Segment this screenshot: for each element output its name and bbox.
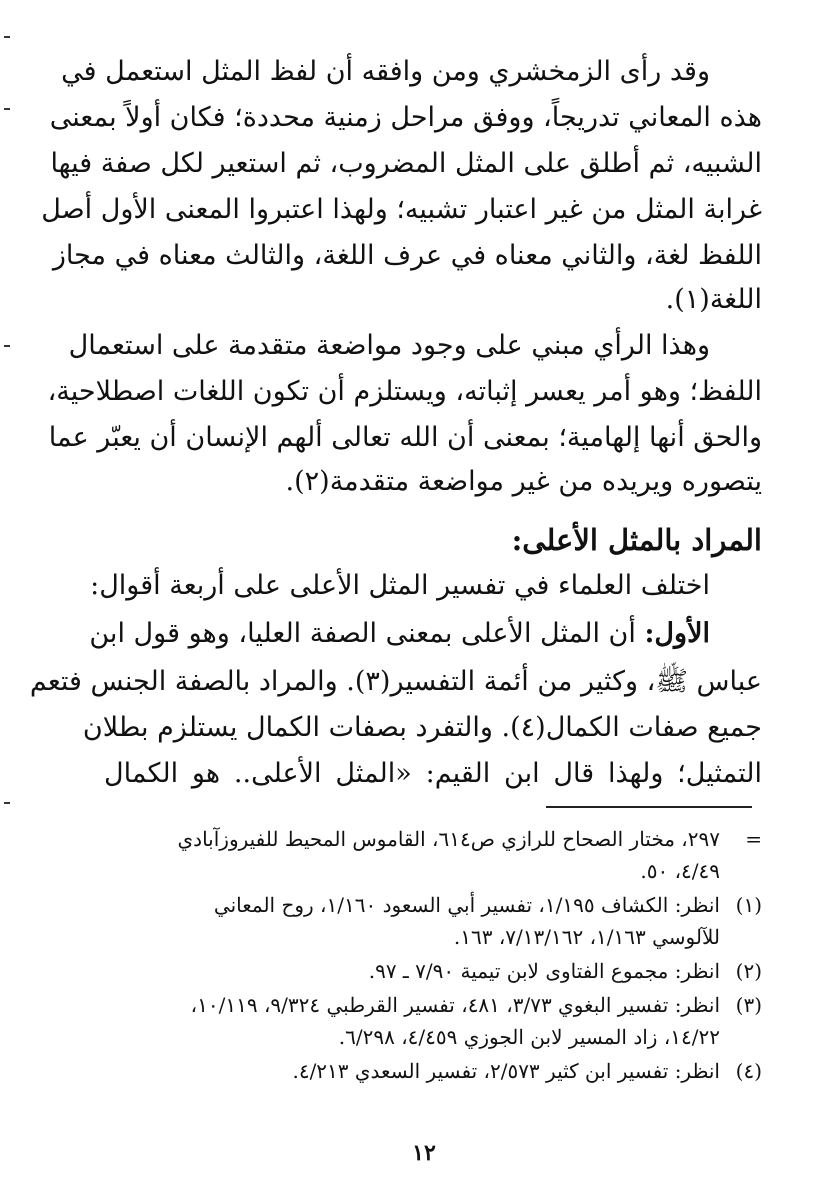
paragraph-1-line: غرابة المثل من غير اعتبار تشبيه؛ ولهذا اعتبروا المعنى الأول أصل xyxy=(41,194,762,225)
paragraph-1-line: وقد رأى الزمخشري ومن وافقه أن لفظ المثل استعمل في xyxy=(61,56,710,87)
footnote-number: (٢) xyxy=(735,959,762,983)
paragraph-2-line: يتصوره ويريده من غير مواضعة متقدمة(٢). xyxy=(285,466,762,497)
paragraph-2-line: وهذا الرأي مبني على وجود مواضعة متقدمة على استعمال xyxy=(68,330,710,361)
paragraph-4-first-line xyxy=(89,614,762,654)
footnote-line xyxy=(104,956,762,986)
footnote-number: (١) xyxy=(735,893,762,917)
footnote-line xyxy=(104,1056,762,1086)
paragraph-1-line: اللفظ لغة، والثاني معناه في عرف اللغة، والثالث معناه في مجاز xyxy=(52,240,762,271)
footnote-separator xyxy=(546,806,752,808)
paragraph-1-line: اللغة(١). xyxy=(665,284,762,315)
footnote-line xyxy=(104,890,762,920)
footnote-text: انظر: تفسير ابن كثير ٢/٥٧٣، تفسير السعدي ٤/٢١٣. xyxy=(292,1059,720,1083)
margin-mark xyxy=(4,802,10,804)
margin-mark xyxy=(4,345,10,347)
paragraph-2-line: والحق أنها إلهامية؛ بمعنى أن الله تعالى ألهم الإنسان أن يعبّر عما xyxy=(48,422,762,453)
footnote-number: (٣) xyxy=(735,993,762,1017)
footnote-line xyxy=(104,824,762,854)
margin-mark xyxy=(4,36,10,38)
paragraph-1-line: الشبيه، ثم أطلق على المثل المضروب، ثم استعير لكل صفة فيها xyxy=(50,148,762,179)
paragraph-2-line: اللفظ؛ وهو أمر يعسر إثباته، ويستلزم أن تكون اللغات اصطلاحية، xyxy=(47,376,762,407)
footnote-number: = xyxy=(745,827,762,851)
footnote-text: انظر: الكشاف ١/١٩٥، تفسير أبي السعود ١/١٦٠، روح المعاني xyxy=(213,893,720,917)
paragraph-4-text: أن المثل الأعلى بمعنى الصفة العليا، وهو قول ابن xyxy=(89,618,645,649)
footnote-text: انظر: مجموع الفتاوى لابن تيمية ٧/٩٠ ـ ٩٧. xyxy=(368,959,720,983)
footnote-line: ٤/٤٩، ٥٠. xyxy=(640,859,720,883)
footnote-number: (٤) xyxy=(735,1059,762,1083)
margin-mark xyxy=(4,108,10,110)
section-heading: المراد بالمثل الأعلى: xyxy=(511,523,762,557)
footnote-text: ٢٩٧، مختار الصحاح للرازي ص٦١٤، القاموس المحيط للفيروزآبادي xyxy=(177,827,720,851)
paragraph-4-line: التمثيل؛ ولهذا قال ابن القيم: «المثل الأعلى.. هو الكمال xyxy=(104,758,762,789)
footnote-line: ١٤/٢٢، زاد المسير لابن الجوزي ٤/٤٥٩، ٦/٢٩٨. xyxy=(338,1025,720,1049)
paragraph-3-line: اختلف العلماء في تفسير المثل الأعلى على أربعة أقوال: xyxy=(90,570,710,601)
lead-term: الأول: xyxy=(644,618,710,649)
page-number: ١٢ xyxy=(412,1140,436,1166)
paragraph-4-line: جميع صفات الكمال(٤). والتفرد بصفات الكمال يستلزم بطلان xyxy=(82,712,762,743)
paragraph-1-line: هذه المعاني تدريجاً، ووفق مراحل زمنية محددة؛ فكان أولاً بمعنى xyxy=(49,102,762,133)
footnote-line: للآلوسي ١/١٦٣، ٧/١٣/١٦٢، ١٦٣. xyxy=(453,925,720,949)
footnote-line xyxy=(104,990,762,1020)
paragraph-4-line: عباس ﷺ، وكثير من أئمة التفسير(٣). والمراد بالصفة الجنس فتعم xyxy=(29,666,762,697)
footnote-text: انظر: تفسير البغوي ٣/٧٣، ٤٨١، تفسير القرطبي ٩/٣٢٤، ١٠/١١٩، xyxy=(190,993,720,1017)
